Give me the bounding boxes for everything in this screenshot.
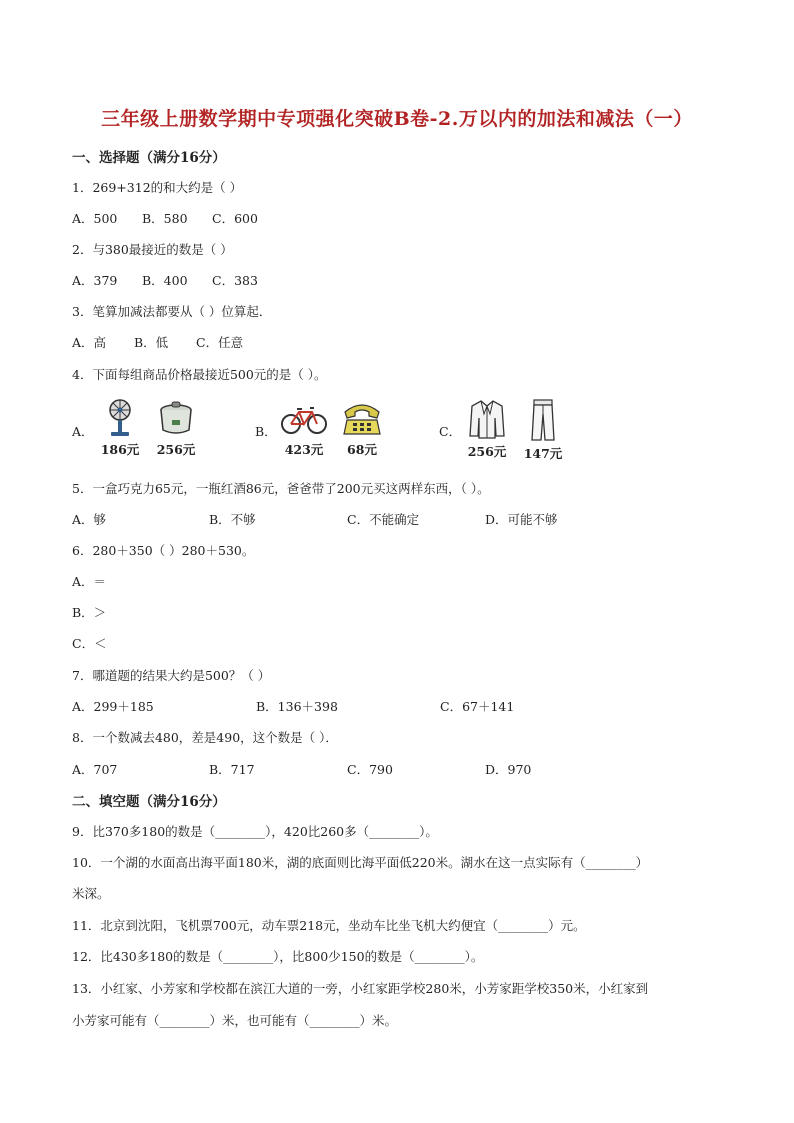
jacket-icon: [469, 398, 505, 440]
option-b[interactable]: B．不够: [209, 512, 256, 527]
question-10-continued: 米深。: [72, 886, 110, 901]
option-label: C．: [439, 424, 462, 439]
option-a[interactable]: A．379: [72, 273, 118, 288]
question-11: 11．北京到沈阳，飞机票700元，动车票218元，坐动车比坐飞机大约便宜（________）元。: [72, 918, 586, 933]
price-label: 423元: [284, 442, 324, 457]
question-4-picture-options: [72, 398, 732, 464]
option-a[interactable]: A．＝: [72, 574, 107, 589]
option-b[interactable]: B．136＋398: [256, 699, 338, 714]
option-label: B．: [255, 424, 277, 439]
option-c[interactable]: C．600: [212, 211, 258, 226]
option-c[interactable]: C．不能确定: [347, 512, 420, 527]
question-7: 7．哪道题的结果大约是500？（ ）: [72, 668, 271, 683]
price-label: 186元: [100, 442, 140, 457]
option-b[interactable]: B．580: [142, 211, 188, 226]
option-b[interactable]: B．低: [134, 335, 169, 350]
option-b[interactable]: B．＞: [72, 605, 107, 620]
product-item: [277, 398, 331, 458]
question-1: 1．269+312的和大约是（ ）: [72, 180, 243, 195]
product-item: [517, 398, 569, 462]
rice-cooker-icon: [157, 398, 195, 438]
question-2: 2．与380最接近的数是（ ）: [72, 242, 233, 257]
question-12: 12．比430多180的数是（________），比800少150的数是（________）。: [72, 949, 484, 964]
price-label: 68元: [347, 442, 377, 457]
question-10: 10．一个湖的水面高出海平面180米，湖的底面则比海平面低220米。湖水在这一点实际有（________）: [72, 855, 649, 870]
question-8: 8．一个数减去480，差是490，这个数是（ ）．: [72, 730, 338, 745]
bicycle-icon: [280, 398, 328, 438]
option-c[interactable]: C．383: [212, 273, 258, 288]
section-choice-heading: 一、选择题（满分16分）: [72, 150, 226, 166]
option-c[interactable]: C．任意: [196, 335, 244, 350]
question-13: 13．小红家、小芳家和学校都在滨江大道的一旁，小红家距学校280米，小芳家距学校350米，小红家到: [72, 981, 649, 996]
option-c[interactable]: C．＜: [72, 636, 107, 651]
option-b[interactable]: B．400: [142, 273, 188, 288]
option-a[interactable]: A．够: [72, 512, 107, 527]
price-label: 256元: [156, 442, 196, 457]
question-3: 3．笔算加减法都要从（ ）位算起．: [72, 304, 272, 319]
option-a[interactable]: A．500: [72, 211, 118, 226]
question-9: 9．比370多180的数是（________），420比260多（________）。: [72, 824, 438, 839]
option-c[interactable]: C．790: [347, 762, 393, 777]
picture-option-a[interactable]: [72, 398, 242, 464]
question-4: 4．下面每组商品价格最接近500元的是（ ）。: [72, 367, 327, 382]
question-13-continued: 小芳家可能有（________）米，也可能有（________）米。: [72, 1013, 398, 1028]
option-a[interactable]: A．高: [72, 335, 107, 350]
option-d[interactable]: D．970: [485, 762, 532, 777]
price-label: 256元: [467, 444, 507, 459]
option-d[interactable]: D．可能不够: [485, 512, 558, 527]
page-title: 三年级上册数学期中专项强化突破B卷-2.万以内的加法和减法（一）: [101, 108, 693, 130]
product-item: [150, 398, 202, 458]
section-fill-heading: 二、填空题（满分16分）: [72, 794, 226, 810]
option-a[interactable]: A．299＋185: [72, 699, 154, 714]
telephone-icon: [341, 398, 383, 438]
option-a[interactable]: A．707: [72, 762, 118, 777]
product-item: [337, 398, 387, 458]
product-item: [461, 398, 513, 460]
pants-icon: [528, 398, 558, 442]
picture-option-c[interactable]: [439, 398, 609, 464]
option-c[interactable]: C．67＋141: [440, 699, 515, 714]
product-item: [94, 398, 146, 458]
question-6: 6．280＋350（ ）280＋530。: [72, 543, 255, 558]
picture-option-b[interactable]: [255, 398, 425, 464]
price-label: 147元: [523, 446, 563, 461]
option-label: A．: [72, 424, 94, 439]
option-b[interactable]: B．717: [209, 762, 255, 777]
fan-icon: [102, 398, 138, 438]
question-5: 5．一盒巧克力65元，一瓶红酒86元，爸爸带了200元买这两样东西，（ ）。: [72, 481, 490, 496]
